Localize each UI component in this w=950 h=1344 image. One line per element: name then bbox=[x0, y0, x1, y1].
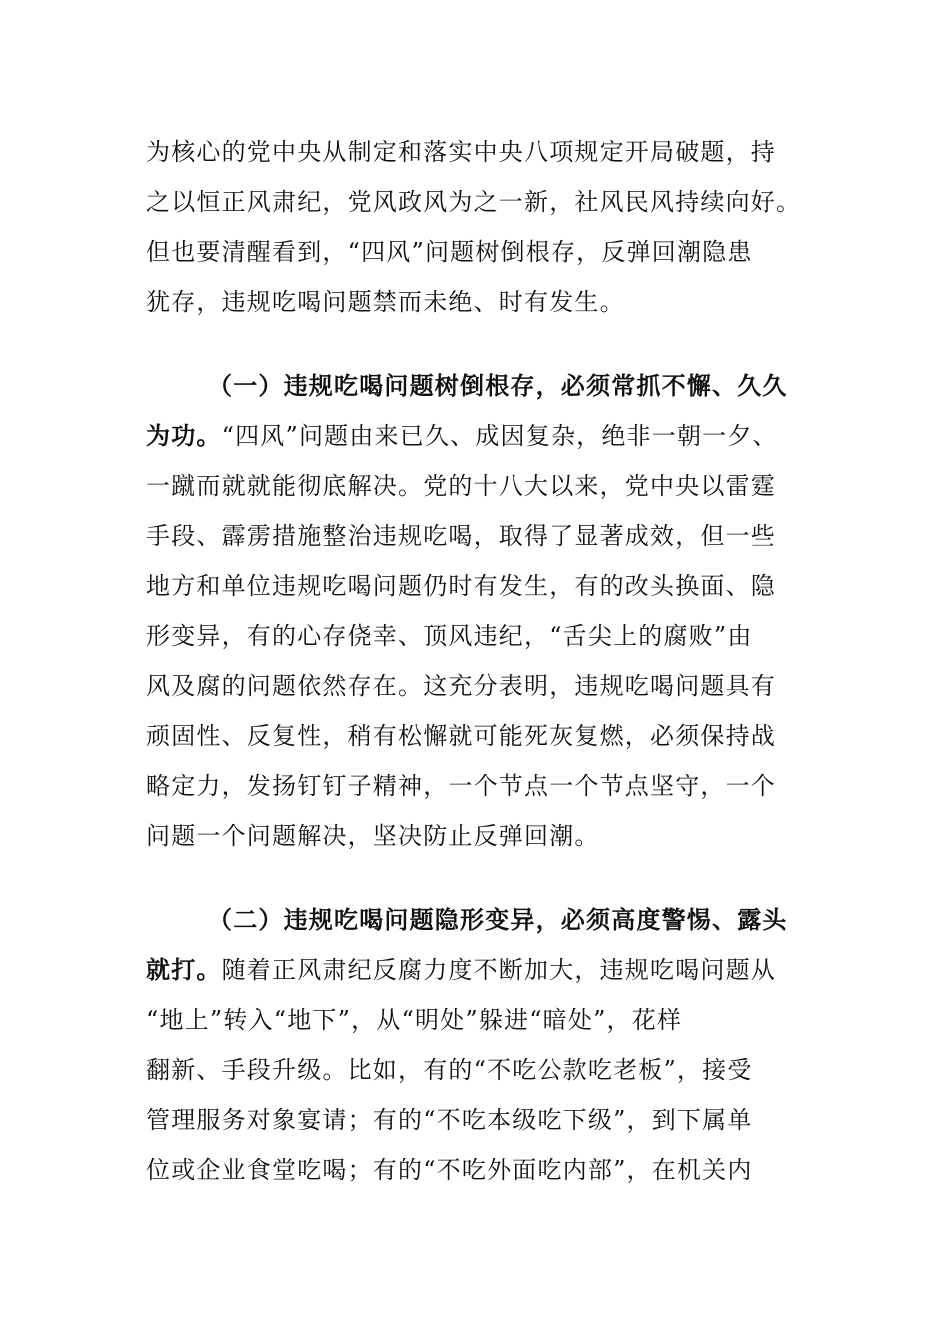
section-heading: （一）违规吃喝问题树倒根存，必须常抓不懈、久久 bbox=[208, 371, 788, 400]
paragraph-section-two bbox=[146, 895, 786, 1195]
text-line: 一蹴而就就能彻底解决。党的十八大以来，党中央以雷霆 bbox=[146, 472, 776, 500]
section-heading: （二）违规吃喝问题隐形变异，必须高度警惕、露头 bbox=[208, 905, 788, 934]
text-line: 之以恒正风肃纪，党风政风为之一新，社风民风持续向好。 bbox=[146, 188, 802, 216]
text-line: 翻新、手段升级。比如，有的“不吃公款吃老板”，接受 bbox=[146, 1056, 753, 1084]
paragraph-section-one bbox=[146, 361, 786, 861]
text-line: 风及腐的问题依然存在。这充分表明，违规吃喝问题具有 bbox=[146, 672, 776, 700]
text-line: 位或企业食堂吃喝；有的“不吃外面吃内部”，在机关内 bbox=[146, 1156, 753, 1184]
text-line: 地方和单位违规吃喝问题仍时有发生，有的改头换面、隐 bbox=[146, 572, 776, 600]
text-line: 形变异，有的心存侥幸、顶风违纪，“舌尖上的腐败”由 bbox=[146, 622, 753, 650]
text-line-rest: 随着正风肃纪反腐力度不断加大，违规吃喝问题从 bbox=[221, 956, 777, 984]
text-line bbox=[146, 411, 786, 461]
text-line: 手段、霹雳措施整治违规吃喝，取得了显著成效，但一些 bbox=[146, 522, 776, 550]
text-line: “地上”转入“地下”，从“明处”躲进“暗处”，花样 bbox=[146, 1006, 683, 1034]
text-line: 略定力，发扬钉钉子精神，一个节点一个节点坚守，一个 bbox=[146, 772, 776, 800]
text-line-rest: “四风”问题由来已久、成因复杂，绝非一朝一夕、 bbox=[221, 422, 778, 450]
text-line: 犹存，违规吃喝问题禁而未绝、时有发生。 bbox=[146, 288, 625, 316]
paragraph-intro bbox=[146, 127, 802, 327]
section-heading-end: 就打。 bbox=[146, 955, 222, 984]
text-line bbox=[146, 945, 786, 995]
text-line: 为核心的党中央从制定和落实中央八项规定开局破题，持 bbox=[146, 138, 776, 166]
text-line: 但也要清醒看到，“四风”问题树倒根存，反弹回潮隐患 bbox=[146, 238, 753, 266]
section-heading-end: 为功。 bbox=[146, 421, 222, 450]
text-line: 顽固性、反复性，稍有松懈就可能死灰复燃，必须保持战 bbox=[146, 722, 776, 750]
text-line: 管理服务对象宴请；有的“不吃本级吃下级”，到下属单 bbox=[146, 1106, 753, 1134]
text-line: 问题一个问题解决，坚决防止反弹回潮。 bbox=[146, 822, 600, 850]
